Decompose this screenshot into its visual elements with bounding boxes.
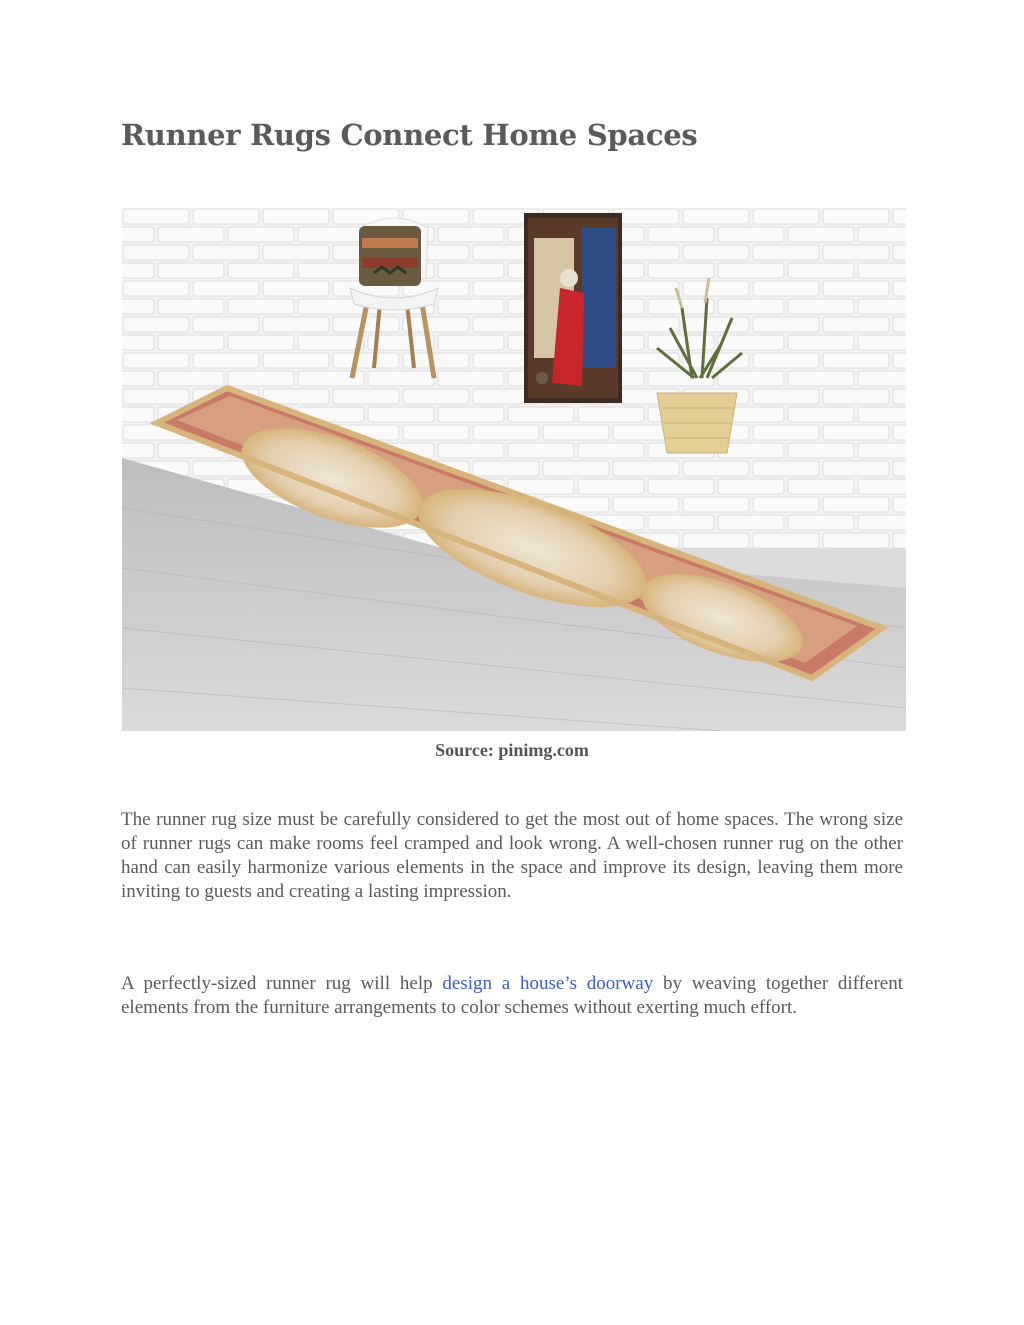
page-title: Runner Rugs Connect Home Spaces: [121, 118, 698, 152]
article-photo: [122, 208, 906, 731]
doorway-design-link[interactable]: design a house’s doorway: [442, 973, 654, 994]
image-caption: Source: pinimg.com: [435, 740, 589, 760]
kilim-pillow: [359, 226, 421, 286]
painting: [524, 213, 622, 403]
paragraph-2-text-before: A perfectly-sized runner rug will help: [121, 973, 443, 994]
paragraph-2: [121, 972, 903, 1020]
runner-rug-photo: [122, 208, 906, 731]
paragraph-2-text-after: by weaving together different elements from the furniture arrangements to color schemes without exerting much effort.: [121, 973, 903, 1018]
paragraph-1: The runner rug size must be carefully considered to get the most out of home spaces. The wrong size of runner rugs can make rooms feel cramped and look wrong. A well-chosen runner rug on the other hand can easily harmonize various elements in the space and improve its design, leaving them more inviting to guests and creating a lasting impression.: [121, 809, 903, 902]
